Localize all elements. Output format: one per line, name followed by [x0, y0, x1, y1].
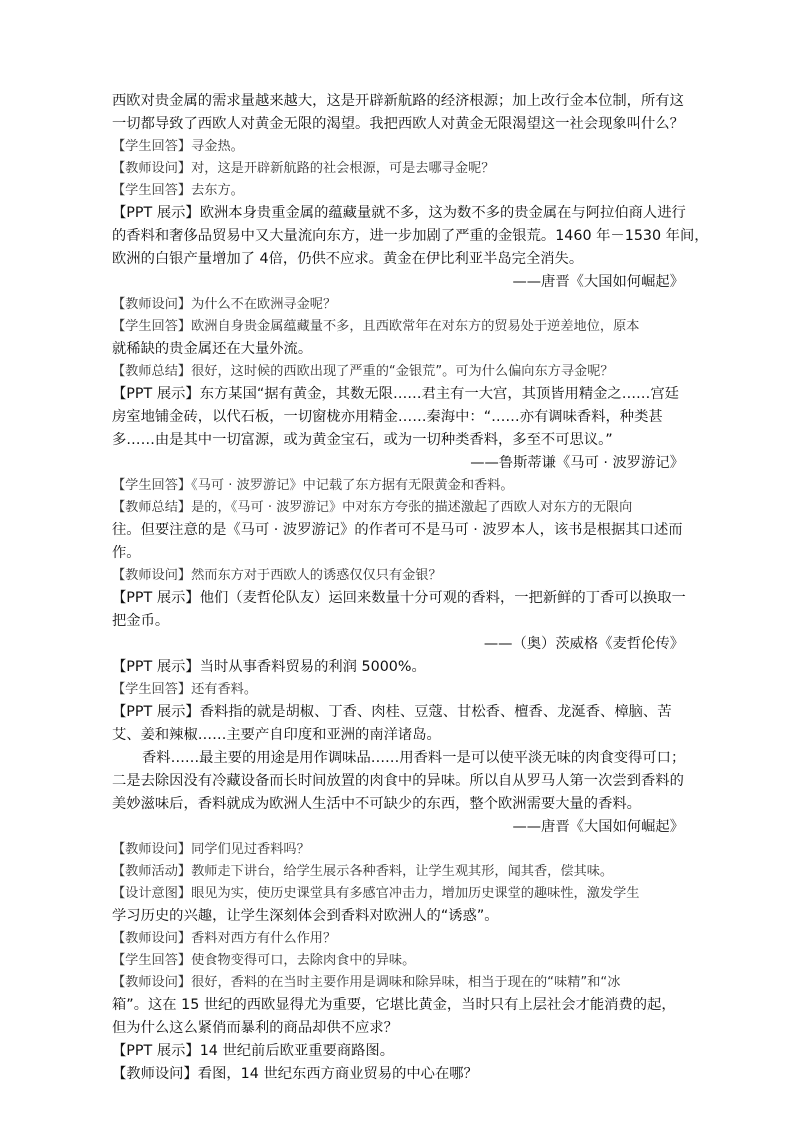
text-line: 一切都导致了西欧人对黄金无限的渴望。我把西欧人对黄金无限渴望这一社会现象叫什么？ [112, 116, 684, 132]
document-page [112, 90, 709, 1086]
text-line: 美妙滋味后，香料就成为欧洲人生活中不可缺少的东西，整个欧洲需要大量的香料。 [112, 796, 641, 812]
citation: ——鲁斯蒂谦《马可 · 波罗游记》 [470, 455, 684, 471]
teacher-activity: 【教师活动】教师走下讲台，给学生展示各种香料，让学生观其形，闻其香，偿其味。 [112, 864, 614, 879]
student-answer: 【学生回答】寻金热。 [112, 139, 244, 154]
text-line: 但为什么这么紧俏而暴利的商品却供不应求？ [112, 1020, 398, 1036]
design-intent: 【设计意图】眼见为实，使历史课堂具有多感官冲击力，增加历史课堂的趣味性，激发学生 [112, 886, 640, 901]
teacher-summary: 【教师总结】是的，《马可 · 波罗游记》中对东方夸张的描述激起了西欧人对东方的无限向 [112, 500, 633, 515]
citation: ——（奥）茨威格《麦哲伦传》 [483, 636, 684, 652]
ppt-display: 【PPT 展示】东方某国“据有黄金，其数无限……君主有一大宫，其顶皆用精金之……宫廷 [112, 386, 679, 402]
teacher-summary: 【教师总结】很好，这时候的西欧出现了严重的“金银荒”。可为什么偏向东方寻金呢？ [112, 364, 614, 379]
student-answer: 【学生回答】还有香料。 [112, 682, 258, 697]
teacher-question: 【教师设问】同学们见过香料吗？ [112, 842, 310, 857]
ppt-display: 【PPT 展示】香料指的就是胡椒、丁香、肉桂、豆蔻、甘松香、檀香、龙涎香、樟脑、苦 [112, 704, 672, 720]
teacher-question: 【教师设问】对，这是开辟新航路的社会根源，可是去哪寻金呢？ [112, 161, 495, 176]
text-line: 艾、姜和辣椒……主要产自印度和亚洲的南洋诸岛。 [112, 727, 441, 743]
text-line: 箱”。这在 15 世纪的西欧显得尤为重要，它堪比黄金，当时只有上层社会才能消费的起， [112, 997, 676, 1013]
teacher-question: 【教师设问】香料对西方有什么作用？ [112, 931, 337, 946]
text-line: 西欧对贵金属的需求量越来越大，这是开辟新航路的经济根源；加上改行金本位制，所有这 [112, 93, 684, 109]
teacher-question: 【教师设问】看图，14 世纪东西方商业贸易的中心在哪？ [112, 1066, 478, 1082]
student-answer: 【学生回答】欧洲自身贵金属蕴藏量不多，且西欧常年在对东方的贸易处于逆差地位，原本 [112, 319, 640, 334]
citation: ——唐晋《大国如何崛起》 [512, 819, 684, 835]
teacher-question: 【教师设问】然而东方对于西欧人的诱惑仅仅只有金银？ [112, 568, 442, 583]
text-line: 的香料和奢侈品贸易中又大量流向东方，进一步加剧了严重的金银荒。1460 年－1530 年间， [112, 228, 709, 244]
student-answer: 【学生回答】去东方。 [112, 183, 244, 198]
student-answer: 【学生回答】《马可 · 波罗游记》中记载了东方据有无限黄金和香料。 [112, 478, 514, 493]
text-line: 把金币。 [112, 613, 170, 629]
student-answer: 【学生回答】使食物变得可口，去除肉食中的异味。 [112, 953, 416, 968]
text-line: 往。但要注意的是《马可 · 波罗游记》的作者可不是马可 · 波罗本人，该书是根据其口述而 [112, 522, 683, 538]
text-line: 香料……最主要的用途是用作调味品……用香料一是可以使平淡无味的肉食变得可口； [142, 750, 686, 766]
text-line: 房室地铺金砖，以代石板，一切窗栊亦用精金……秦海中：“……亦有调味香料，种类甚 [112, 409, 663, 425]
ppt-display: 【PPT 展示】他们（麦哲伦队友）运回来数量十分可观的香料，一把新鲜的丁香可以换取一 [112, 590, 686, 606]
citation: ——唐晋《大国如何崛起》 [512, 274, 684, 290]
ppt-display: 【PPT 展示】当时从事香料贸易的利润 5000%。 [112, 659, 426, 675]
teacher-question: 【教师设问】为什么不在欧洲寻金呢？ [112, 297, 337, 312]
ppt-display: 【PPT 展示】欧洲本身贵重金属的蕴藏量就不多，这为数不多的贵金属在与阿拉伯商人进行 [112, 205, 686, 221]
text-line: 二是去除因没有冷藏设备而长时间放置的肉食中的异味。所以自从罗马人第一次尝到香料的 [112, 773, 684, 789]
text-line: 作。 [112, 545, 141, 561]
text-line: 学习历史的兴趣，让学生深刻体会到香料对欧洲人的“诱惑”。 [112, 908, 499, 924]
ppt-display: 【PPT 展示】14 世纪前后欧亚重要商路图。 [112, 1043, 395, 1059]
text-line: 就稀缺的贵金属还在大量外流。 [112, 341, 313, 357]
teacher-question: 【教师设问】很好，香料的在当时主要作用是调味和除异味，相当于现在的“味精”和“冰 [112, 975, 621, 990]
text-line: 多……由是其中一切富源，或为黄金宝石，或为一切种类香料，多至不可思议。” [112, 432, 613, 448]
text-line: 欧洲的白银产量增加了 4倍，仍供不应求。黄金在伊比利亚半岛完全消失。 [112, 251, 584, 267]
